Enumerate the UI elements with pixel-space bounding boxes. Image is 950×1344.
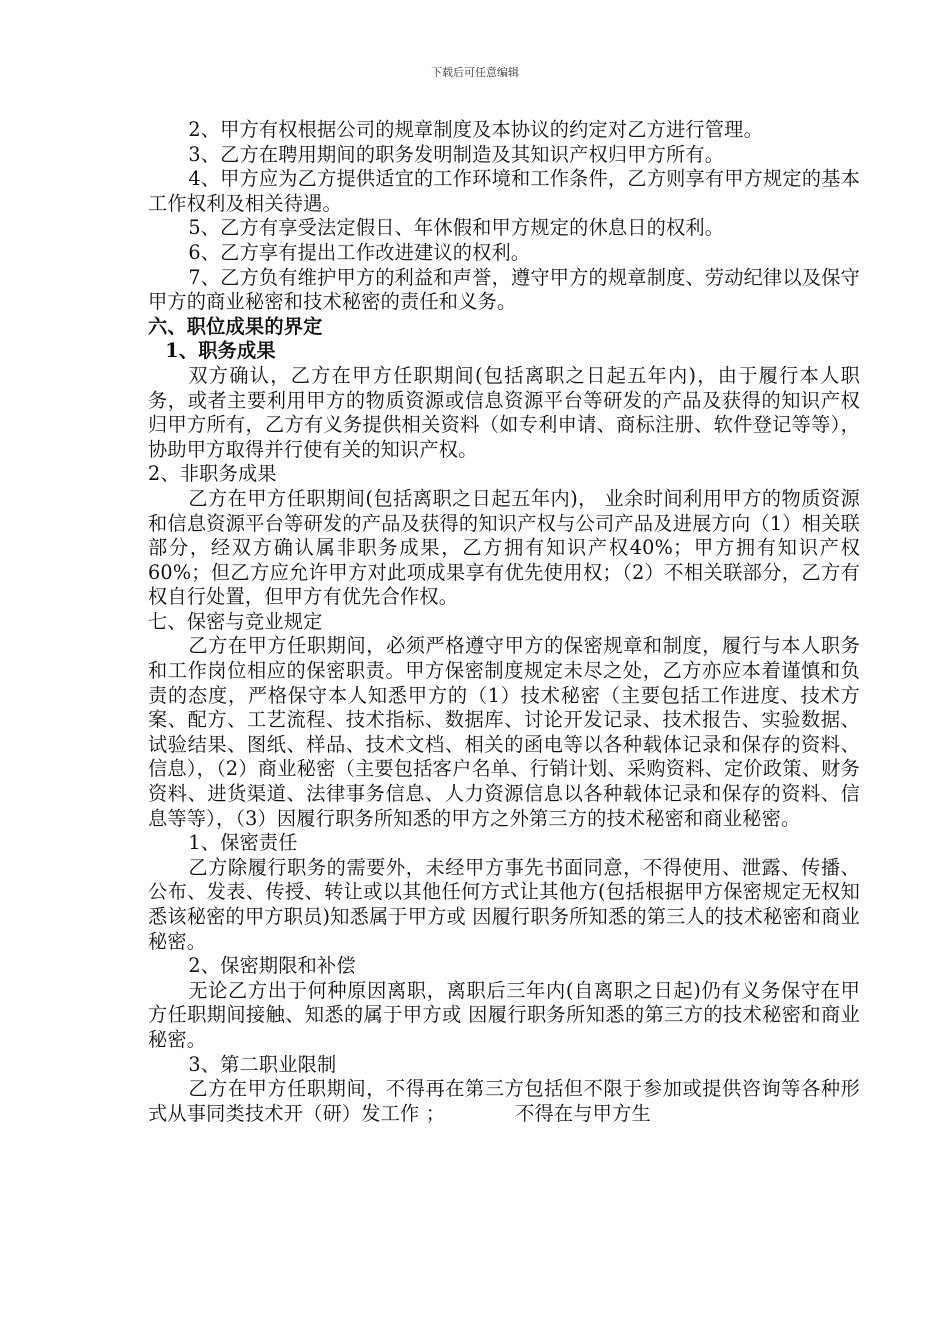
body-text: 乙方在甲方任职期间，不得再在第三方包括但不限于参加或提供咨询等各种形式从事同类技术开（研）发工作 ； xyxy=(148,1077,860,1125)
body-paragraph xyxy=(148,1077,860,1126)
body-paragraph: 双方确认，乙方在甲方任职期间(包括离职之日起五年内)，由于履行本人职务，或者主要利用甲方的物质资源或信息资源平台等研发的产品及获得的知识产权归甲方所有，乙方有义务提供相关资料（如专利申请、商标注册、软件登记等等），协助甲方取得并行使有关的知识产权。 xyxy=(148,363,860,461)
clause-paragraph: 7、乙方负有维护甲方的利益和声誉，遵守甲方的规章制度、劳动纪律以及保守甲方的商业秘密和技术秘密的责任和义务。 xyxy=(148,265,860,314)
subsection-heading: 3、第二职业限制 xyxy=(188,1052,337,1076)
clause-paragraph: 3、乙方在聘用期间的职务发明制造及其知识产权归甲方所有。 xyxy=(188,142,725,166)
document-body xyxy=(148,118,860,1126)
clause-paragraph: 2、甲方有权根据公司的规章制度及本协议的约定对乙方进行管理。 xyxy=(188,118,763,141)
body-paragraph: 乙方除履行职务的需要外，未经甲方事先书面同意，不得使用、泄露、传播、公布、发表、传授、转让或以其他任何方式让其他方(包括根据甲方保密规定无权知悉该秘密的甲方职员)知悉属于甲方或 因履行职务所知悉的第三人的技术秘密和商业秘密。 xyxy=(148,855,860,953)
clause-paragraph: 5、乙方有享受法定假日、年休假和甲方规定的休息日的权利。 xyxy=(188,216,725,240)
page-header: 下载后可任意编辑 xyxy=(431,66,519,79)
clause-paragraph: 6、乙方享有提出工作改进建议的权利。 xyxy=(188,240,531,264)
section-heading: 六、职位成果的界定 xyxy=(148,314,323,338)
subsection-heading: 1、保密责任 xyxy=(188,831,298,855)
clause-paragraph: 4、甲方应为乙方提供适宜的工作环境和工作条件，乙方则享有甲方规定的基本工作权利及相关待遇。 xyxy=(148,167,860,215)
subsection-heading: 1、职务成果 xyxy=(165,339,276,363)
subsection-heading: 2、保密期限和补偿 xyxy=(188,954,356,978)
section-heading: 七、保密与竞业规定 xyxy=(148,609,323,633)
subsection-heading: 2、非职务成果 xyxy=(148,462,277,486)
body-text-continued: 不得在与甲方生 xyxy=(515,1101,651,1125)
body-paragraph: 无论乙方出于何种原因离职，离职后三年内(自离职之日起)仍有义务保守在甲方任职期间接触、知悉的属于甲方或 因履行职务所知悉的第三方的技术秘密和商业秘密。 xyxy=(148,978,860,1051)
body-paragraph: 乙方在甲方任职期间，必须严格遵守甲方的保密规章和制度，履行与本人职务和工作岗位相应的保密职责。甲方保密制度规定未尽之处，乙方亦应本着谨慎和负责的态度，严格保守本人知悉甲方的（1）技术秘密（主要包括工作进度、技术方案、配方、工艺流程、技术指标、数据库、讨论开发记录、技术报告、实验数据、试验结果、图纸、样品、技术文档、相关的函电等以各种载体记录和保存的资料、信息），（2）商业秘密（主要包括客户名单、行销计划、采购资料、定价政策、财务资料、进货渠道、法律事务信息、人力资源信息以各种载体记录和保存的资料、信息等等），（3）因履行职务所知悉的甲方之外第三方的技术秘密和商业秘密。 xyxy=(148,634,860,830)
body-paragraph: 乙方在甲方任职期间(包括离职之日起五年内)， 业余时间利用甲方的物质资源和信息资源平台等研发的产品及获得的知识产权与公司产品及进展方向（1）相关联部分，经双方确认属非职务成果，乙方拥有知识产权40%；甲方拥有知识产权60%；但乙方应允许甲方对此项成果享有优先使用权；（2）不相关联部分，乙方有权自行处置，但甲方有优先合作权。 xyxy=(148,486,860,609)
